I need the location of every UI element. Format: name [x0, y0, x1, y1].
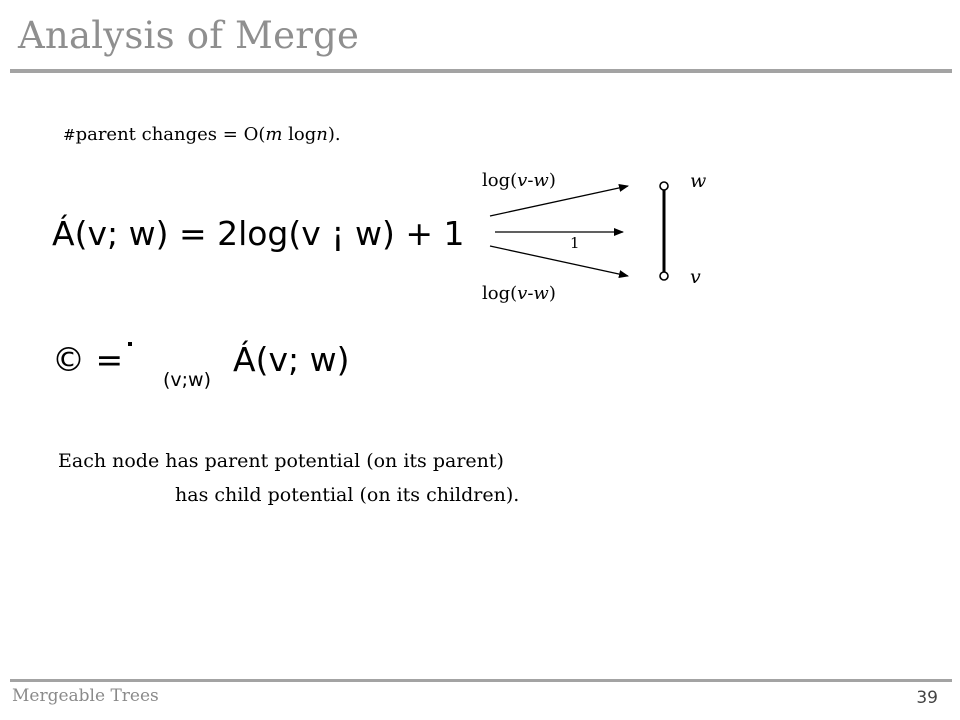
psi-formula-subscript: (v;w)	[163, 369, 212, 391]
label-bottom-dash: -	[527, 283, 534, 304]
has-child-line: has child potential (on its children).	[175, 484, 520, 506]
var-m: m	[265, 124, 283, 145]
close-text: ).	[327, 124, 341, 145]
hash-symbol: #	[63, 126, 76, 144]
label-top-w: w	[533, 170, 549, 191]
label-top-v: v	[517, 170, 528, 191]
psi-formula-rhs: Á(v; w)	[233, 340, 350, 379]
node-v-label: v	[690, 266, 701, 288]
edge-label-top	[482, 170, 556, 191]
label-top-dash: -	[527, 170, 534, 191]
footer-title: Mergeable Trees	[12, 686, 159, 706]
label-top-post: )	[548, 170, 556, 191]
node-w-label: w	[690, 170, 707, 192]
each-node-line: Each node has parent potential (on its parent)	[58, 450, 504, 472]
label-bottom-v: v	[517, 283, 528, 304]
node-w	[660, 182, 668, 190]
log-text: log	[282, 124, 317, 145]
label-top-pre: log(	[482, 170, 518, 191]
label-bottom-pre: log(	[482, 283, 518, 304]
edge-label-bottom	[482, 283, 556, 304]
slide-title: Analysis of Merge	[18, 14, 360, 57]
arrow-to-v	[490, 246, 628, 276]
phi-formula: Á(v; w) = 2log(v ¡ w) + 1	[52, 214, 465, 253]
edge-label-middle: 1	[570, 234, 580, 252]
page-number: 39	[916, 688, 938, 708]
label-bottom-post: )	[548, 283, 556, 304]
var-n: n	[316, 124, 328, 145]
node-v	[660, 272, 668, 280]
parent-changes-text: parent changes = O(	[75, 124, 266, 145]
footer-divider	[10, 679, 952, 682]
psi-formula-lhs: © =	[52, 340, 124, 379]
label-bottom-w: w	[533, 283, 549, 304]
